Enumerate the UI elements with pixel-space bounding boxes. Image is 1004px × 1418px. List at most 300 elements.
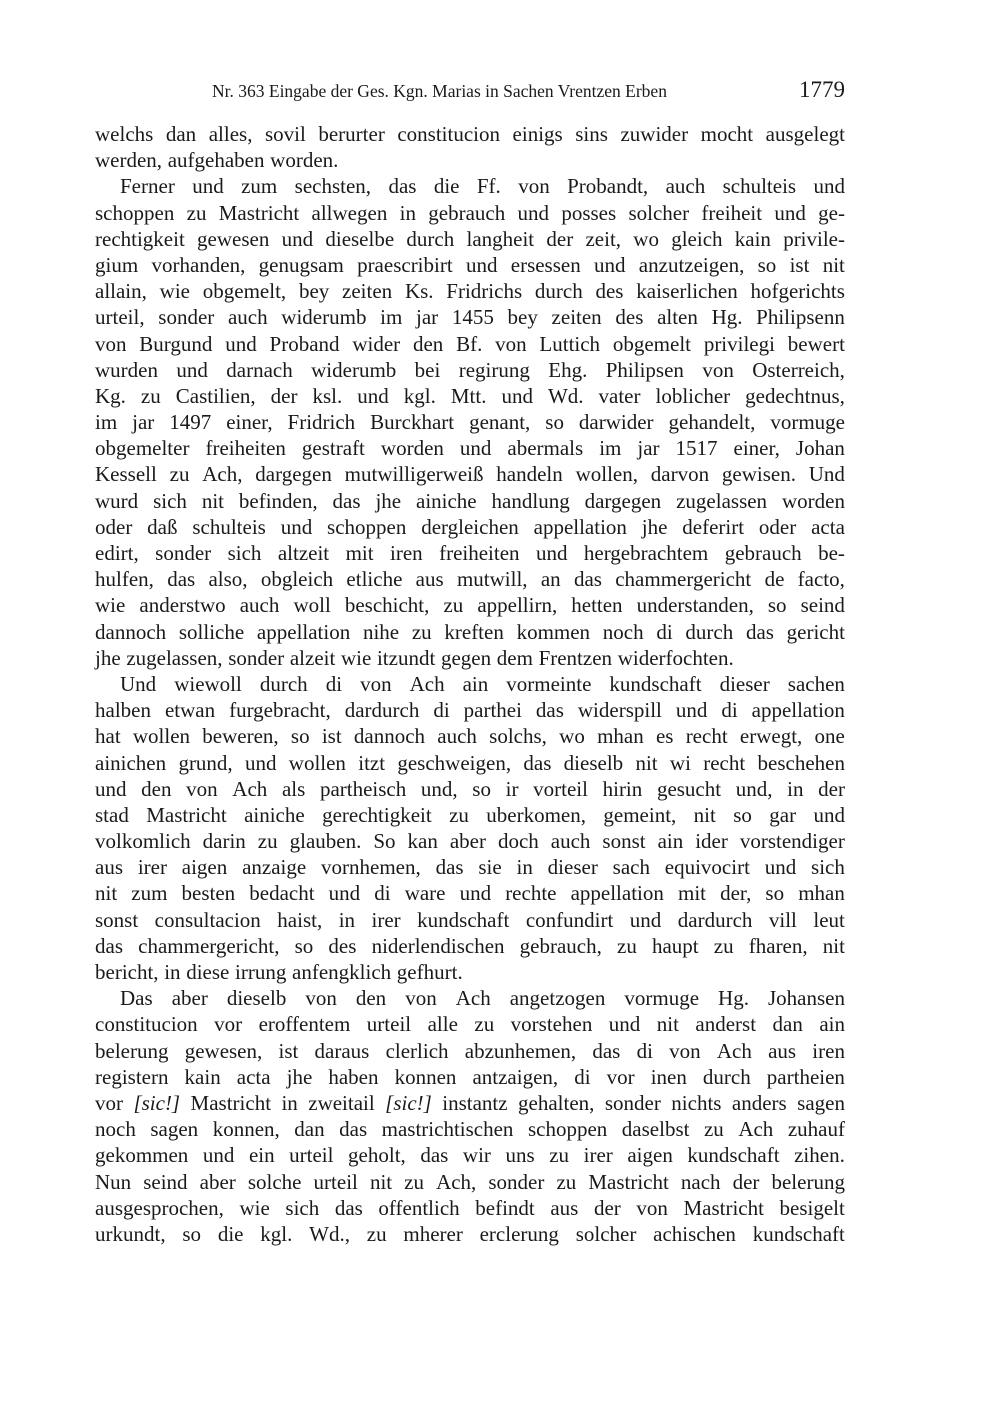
- word: vorstehen: [510, 1012, 593, 1037]
- text-line: [95, 985, 845, 1011]
- word: constitucion: [397, 122, 501, 146]
- word: gefhurt.: [396, 960, 463, 984]
- word: urteil: [289, 1143, 334, 1168]
- word: von: [702, 357, 734, 382]
- word: belerung: [95, 1038, 169, 1063]
- word: beweren,: [202, 724, 279, 749]
- word: recht: [685, 724, 728, 749]
- word: das: [334, 1195, 363, 1220]
- word: Johansen: [767, 986, 845, 1011]
- text-line: [95, 409, 845, 435]
- word: loblicher: [655, 383, 731, 408]
- word: Osterreich,: [752, 357, 845, 382]
- word: solcher: [575, 1221, 637, 1246]
- word: gehalten,: [518, 1090, 595, 1115]
- word: mutwill,: [456, 567, 528, 592]
- word: von: [186, 776, 218, 801]
- word: one: [814, 724, 845, 749]
- word: itzt: [358, 750, 386, 775]
- word: werden,: [95, 148, 163, 173]
- word: anzaige: [242, 855, 307, 880]
- text-line: [95, 1142, 845, 1168]
- word: wollen,: [575, 462, 638, 487]
- word: gebrauch: [428, 200, 506, 225]
- word: nit: [822, 252, 845, 277]
- word: kain: [184, 1064, 221, 1089]
- word: eroffentem: [258, 1012, 351, 1037]
- word: und: [764, 855, 797, 880]
- word: und: [202, 1143, 235, 1168]
- text-line: [95, 200, 845, 226]
- word: ainiche: [416, 488, 477, 513]
- word: urteil: [366, 1012, 412, 1037]
- word: gesucht: [656, 776, 722, 801]
- word: solchs,: [489, 724, 547, 749]
- word: stad: [95, 802, 129, 827]
- word: obgemelter: [95, 436, 190, 461]
- word: zuwider: [620, 122, 689, 146]
- word: das: [745, 619, 774, 644]
- word: ist: [789, 252, 810, 277]
- word: bericht,: [95, 960, 159, 984]
- text-line: [95, 278, 845, 304]
- word: Probandt,: [567, 174, 649, 199]
- word: zugelassen: [676, 488, 768, 513]
- editorial-sic-note: [sic!]: [385, 1090, 432, 1115]
- word: aigen: [181, 855, 228, 880]
- word: aber: [199, 1169, 236, 1194]
- word: der: [818, 776, 845, 801]
- word: das: [95, 933, 123, 958]
- word: seind: [143, 1169, 188, 1194]
- word: jar: [416, 305, 439, 330]
- word: Nun: [95, 1169, 132, 1194]
- word: das: [388, 174, 417, 199]
- word: und: [281, 226, 314, 251]
- word: kaiserlichen: [636, 279, 738, 304]
- word: alten: [657, 305, 698, 330]
- word: berurter: [318, 122, 385, 146]
- word: von: [360, 671, 392, 696]
- word: so: [294, 933, 314, 958]
- word: geholt,: [348, 1143, 406, 1168]
- word: vormeinte: [506, 671, 592, 696]
- word: vor: [606, 1064, 635, 1089]
- word: nit: [693, 802, 716, 827]
- word: leut: [813, 907, 845, 932]
- word: Burgund: [139, 331, 213, 356]
- word: ain: [819, 1012, 845, 1037]
- word: kgl.: [260, 1221, 293, 1246]
- text-line: [95, 854, 845, 880]
- word: das: [435, 855, 464, 880]
- word: durch: [702, 1064, 751, 1089]
- text-line: [95, 147, 845, 173]
- word: wollen: [288, 750, 346, 775]
- word: mocht: [700, 122, 754, 146]
- word: sagen: [797, 1090, 845, 1115]
- word: und: [357, 383, 389, 408]
- word: bei: [414, 357, 441, 382]
- word: zuhauf: [787, 1117, 845, 1142]
- word: vormuge: [770, 410, 845, 435]
- word: und: [535, 541, 568, 565]
- word: volkomlich: [95, 829, 191, 854]
- word: achischen: [653, 1221, 736, 1246]
- word: etliche: [346, 567, 403, 592]
- word: langheit: [466, 226, 535, 251]
- word: also,: [208, 567, 248, 592]
- word: Ff.: [476, 174, 501, 199]
- word: als: [281, 776, 306, 801]
- word: allain,: [95, 279, 147, 304]
- word: erwegt,: [739, 724, 803, 749]
- word: zeiten: [551, 305, 602, 330]
- word: konnen,: [212, 1117, 280, 1142]
- text-line: [95, 1038, 845, 1064]
- word: rechtigkeit: [95, 226, 185, 251]
- word: kundschaft: [417, 907, 510, 932]
- word: aus: [95, 855, 123, 880]
- word: privile-: [783, 226, 845, 251]
- word: von: [518, 174, 550, 199]
- word: noch: [95, 1117, 136, 1142]
- word: appellirn,: [477, 593, 558, 618]
- word: haist,: [277, 907, 323, 932]
- word: zu: [713, 933, 734, 958]
- text-line: [95, 540, 845, 566]
- text-line: [95, 880, 845, 906]
- word: der: [593, 1195, 621, 1220]
- word: parthei: [463, 698, 522, 723]
- word: ist: [278, 1038, 299, 1063]
- word: zu: [404, 1169, 424, 1194]
- word: Kg.: [95, 383, 126, 408]
- word: zugelassen,: [126, 645, 223, 670]
- text-line: [95, 933, 845, 959]
- word: darvon: [650, 462, 710, 487]
- word: an: [540, 567, 561, 592]
- word: irrung: [235, 960, 287, 984]
- word: im: [380, 305, 403, 330]
- word: wie: [159, 279, 190, 304]
- word: Castilien,: [175, 383, 256, 408]
- word: zu: [617, 933, 637, 958]
- word: nit: [656, 1012, 679, 1037]
- word: hergebrachtem: [583, 541, 709, 565]
- word: widerspill: [577, 698, 662, 723]
- word: der: [546, 226, 574, 251]
- word: wurden: [95, 357, 158, 382]
- word: Burckhart: [370, 410, 455, 435]
- word: zihen.: [794, 1143, 845, 1168]
- word: fharen,: [748, 933, 808, 958]
- word: und: [813, 174, 845, 199]
- word: wo: [633, 226, 659, 251]
- word: im: [599, 436, 622, 461]
- word: halben: [95, 698, 151, 723]
- word: nit: [369, 1169, 393, 1194]
- word: dan: [772, 1012, 803, 1037]
- word: von: [669, 1038, 701, 1063]
- word: Ferner: [120, 174, 175, 199]
- word: appellation: [570, 881, 664, 906]
- word: mit: [345, 541, 374, 565]
- word: nihe: [362, 619, 400, 644]
- text-line: [95, 828, 845, 854]
- word: clerlich: [385, 1038, 449, 1063]
- word: Ach,: [202, 462, 243, 487]
- word: zum: [131, 881, 168, 906]
- word: von: [305, 986, 337, 1011]
- word: vormuge: [624, 986, 700, 1011]
- paragraph: [95, 671, 845, 985]
- word: durch: [534, 279, 583, 304]
- word: mhan: [798, 881, 845, 906]
- text-line: [95, 697, 845, 723]
- word: niderlendischen: [371, 933, 505, 958]
- text-line: [95, 461, 845, 487]
- word: und: [629, 907, 662, 932]
- word: obgemelt,: [202, 279, 287, 304]
- word: Ach: [716, 1038, 752, 1063]
- word: es: [655, 724, 674, 749]
- text-line: [95, 226, 845, 252]
- word: durch: [259, 671, 308, 696]
- word: de: [764, 567, 785, 592]
- word: mhan: [597, 724, 644, 749]
- word: kundschaft: [752, 1221, 845, 1246]
- word: di: [433, 698, 450, 723]
- word: wider: [352, 331, 401, 356]
- word: gericht: [786, 619, 845, 644]
- word: anders: [731, 1090, 787, 1115]
- word: noch: [602, 619, 644, 644]
- word: privilegi: [703, 331, 775, 356]
- word: zu: [443, 593, 464, 618]
- word: hulfen,: [95, 567, 154, 592]
- word: urteil: [313, 1169, 358, 1194]
- word: jhe: [286, 1064, 313, 1089]
- word: Kessell: [95, 462, 157, 487]
- word: daß: [147, 514, 178, 539]
- word: darnach: [226, 357, 293, 382]
- word: kundschaft: [687, 1143, 780, 1168]
- word: bey: [507, 305, 538, 330]
- word: 1455: [451, 305, 494, 330]
- word: vill: [768, 907, 797, 932]
- word: ersessen: [510, 252, 581, 277]
- word: sonder: [604, 1090, 661, 1115]
- word: zu: [140, 383, 161, 408]
- text-line: [95, 1116, 845, 1142]
- word: ainichen: [95, 750, 167, 775]
- word: Mastricht: [683, 1195, 764, 1220]
- word: konnen: [394, 1064, 457, 1089]
- word: bedacht: [249, 881, 315, 906]
- word: abzunhemen,: [464, 1038, 577, 1063]
- word: sonder: [228, 645, 285, 670]
- word: Hg.: [711, 305, 743, 330]
- word: besten: [181, 881, 236, 906]
- word: vater: [598, 383, 641, 408]
- word: genant,: [469, 410, 531, 435]
- word: nit: [635, 750, 658, 775]
- word: zu: [556, 1169, 577, 1194]
- word: altzeit: [277, 541, 330, 565]
- word: besigelt: [779, 1195, 845, 1220]
- word: darwider: [578, 410, 654, 435]
- word: in: [787, 776, 804, 801]
- text-line: [95, 592, 845, 618]
- word: den: [355, 986, 387, 1011]
- word: anderst: [695, 1012, 757, 1037]
- word: worden: [380, 436, 444, 461]
- running-title: Nr. 363 Eingabe der Ges. Kgn. Marias in Sachen Vrentzen Erben: [212, 81, 667, 101]
- word: und: [501, 383, 533, 408]
- word: sonst: [95, 907, 139, 932]
- word: und: [517, 200, 550, 225]
- word: nit: [822, 933, 845, 958]
- word: auch: [239, 593, 280, 618]
- word: Ach: [232, 776, 268, 801]
- word: anzutzeigen,: [638, 252, 745, 277]
- word: hirin: [602, 776, 643, 801]
- word: zeiten: [342, 279, 393, 304]
- word: handlung: [491, 488, 570, 513]
- word: di: [656, 619, 673, 644]
- word: darin: [202, 829, 246, 854]
- word: understanden,: [636, 593, 754, 618]
- word: so: [765, 881, 785, 906]
- word: gemeint,: [603, 802, 677, 827]
- word: urkundt,: [95, 1221, 166, 1246]
- word: aus: [415, 567, 444, 592]
- word: auch: [437, 724, 477, 749]
- word: zu: [186, 200, 207, 225]
- word: und: [95, 776, 127, 801]
- word: das: [420, 1143, 449, 1168]
- word: anderstwo: [139, 593, 226, 618]
- word: zu: [411, 619, 432, 644]
- word: wi: [669, 750, 691, 775]
- word: instantz: [442, 1090, 508, 1115]
- word: zu: [449, 802, 469, 827]
- word: urteil,: [95, 305, 145, 330]
- word: Wd.: [547, 383, 584, 408]
- word: die: [433, 174, 460, 199]
- word: vornhemen,: [321, 855, 421, 880]
- word: Ach: [738, 1117, 774, 1142]
- word: gleich: [671, 226, 723, 251]
- word: dardurch: [677, 907, 753, 932]
- word: und: [608, 1012, 641, 1037]
- word: Ks.: [404, 279, 434, 304]
- word: Frentzen: [538, 645, 613, 670]
- word: befindt: [475, 1195, 535, 1220]
- text-line: [95, 488, 845, 514]
- word: di: [325, 671, 343, 696]
- word: inen: [650, 1064, 687, 1089]
- word: die: [217, 1221, 244, 1246]
- word: Ach,: [436, 1169, 477, 1194]
- word: So: [373, 829, 396, 854]
- word: confundirt: [525, 907, 614, 932]
- word: jhe: [375, 488, 402, 513]
- word: grund,: [178, 750, 233, 775]
- word: irer: [583, 1143, 613, 1168]
- word: in: [399, 200, 416, 225]
- word: durch: [406, 226, 455, 251]
- word: beschehen: [757, 750, 845, 775]
- word: Und: [120, 671, 157, 696]
- word: facto,: [797, 567, 845, 592]
- word: und: [774, 200, 806, 225]
- word: des: [595, 279, 624, 304]
- word: recht: [703, 750, 746, 775]
- word: aus: [768, 1038, 797, 1063]
- word: widerumb: [311, 357, 397, 382]
- text-line: [95, 252, 845, 278]
- word: Hg.: [718, 986, 749, 1011]
- text-line: [95, 619, 845, 645]
- word: Mastricht: [218, 200, 300, 225]
- word: allwegen: [311, 200, 388, 225]
- word: schoppen: [527, 1117, 608, 1142]
- word: equivocirt: [664, 855, 750, 880]
- word: zu: [549, 1143, 570, 1168]
- word: gewisen.: [721, 462, 796, 487]
- word: appellation: [751, 698, 845, 723]
- word: acta: [236, 1064, 271, 1089]
- word: und: [280, 514, 313, 539]
- word: zu: [257, 829, 278, 854]
- text-line: [95, 304, 845, 330]
- word: gium: [95, 252, 139, 277]
- editorial-sic-note: [sic!]: [133, 1090, 181, 1115]
- word: uns: [505, 1143, 535, 1168]
- word: ausgesprochen,: [95, 1195, 224, 1220]
- word: so: [767, 593, 787, 618]
- word: gegen: [440, 645, 492, 670]
- word: diese: [186, 960, 230, 984]
- word: des: [615, 305, 644, 330]
- word: in: [516, 855, 533, 880]
- word: jar: [637, 436, 660, 461]
- word: alle: [427, 1012, 458, 1037]
- word: so: [757, 252, 777, 277]
- word: und,: [735, 776, 773, 801]
- word: so: [182, 1221, 202, 1246]
- word: widerfochten.: [617, 645, 734, 670]
- word: das: [573, 567, 602, 592]
- word: in: [281, 1090, 298, 1115]
- text-line: [95, 959, 845, 985]
- word: consultacion: [154, 907, 261, 932]
- word: worden: [781, 488, 845, 513]
- word: zu: [474, 1012, 495, 1037]
- word: wo: [559, 724, 585, 749]
- word: chammergericht: [615, 567, 752, 592]
- word: wie: [340, 645, 372, 670]
- word: und: [594, 252, 626, 277]
- word: welchs: [95, 122, 154, 146]
- word: und: [176, 357, 208, 382]
- word: in: [338, 907, 356, 932]
- word: Ach: [409, 671, 445, 696]
- word: ge-: [818, 200, 845, 225]
- word: alles,: [208, 122, 253, 146]
